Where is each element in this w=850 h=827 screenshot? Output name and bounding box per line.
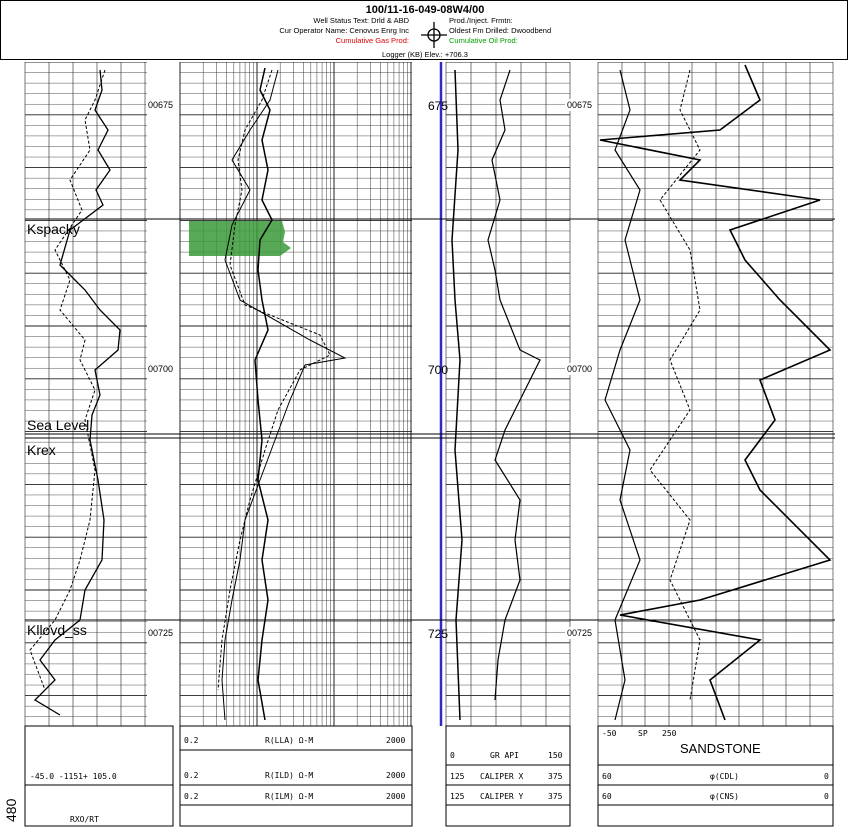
lla-name: R(LLA) Ω-M <box>265 736 314 745</box>
header-left-block <box>279 16 409 46</box>
oldest-formation: Oldest Fm Drilled: Dwoodbend <box>449 26 552 35</box>
cdl-name: φ(CDL) <box>710 772 739 781</box>
side-depth-label: 480 <box>3 798 19 822</box>
caly-name: CALIPER Y <box>480 792 524 801</box>
depth-label-700: 00700 <box>148 364 174 374</box>
cumulative-gas: Cumulative Gas Prod: <box>335 36 409 45</box>
logger-elevation: Logger (KB) Elev.: +706.3 <box>382 50 468 59</box>
formation-sea-level: Sea Level <box>27 417 90 433</box>
formation-kspacky: Kspacky <box>27 221 80 237</box>
calx-max: 375 <box>548 772 563 781</box>
cns-name: φ(CNS) <box>710 792 739 801</box>
gr-max: 150 <box>548 751 563 760</box>
sp-max: 250 <box>662 729 677 738</box>
well-status: Well Status Text: Drld & ABD <box>313 16 409 25</box>
operator-name: Cur Operator Name: Cenovus Enrg Inc <box>279 26 409 35</box>
well-header <box>0 0 848 60</box>
well-log <box>0 62 850 827</box>
lla-min: 0.2 <box>184 736 199 745</box>
depth-label-675: 00675 <box>148 100 174 110</box>
ild-max: 2000 <box>386 771 406 780</box>
depth-label-right-725: 00725 <box>567 628 593 638</box>
formation-krex: Krex <box>27 442 56 458</box>
center-depth-700: 700 <box>428 363 449 377</box>
rxo-scale: -45.0 -1151+ 105.0 <box>30 772 117 781</box>
ilm-name: R(ILM) Ω-M <box>265 792 314 801</box>
calx-min: 125 <box>450 772 465 781</box>
caly-min: 125 <box>450 792 465 801</box>
well-symbol-icon <box>421 22 447 48</box>
ilm-max: 2000 <box>386 792 406 801</box>
center-depth-675: 675 <box>428 99 449 113</box>
caly-max: 375 <box>548 792 563 801</box>
formation-kllovd: Kllovd_ss <box>27 622 87 638</box>
cdl-max: 0 <box>824 772 829 781</box>
ild-name: R(ILD) Ω-M <box>265 771 314 780</box>
header-right-block <box>449 16 551 46</box>
depth-label-right-675: 00675 <box>567 100 593 110</box>
ilm-min: 0.2 <box>184 792 199 801</box>
depth-label-right-700: 00700 <box>567 364 593 374</box>
sp-min: -50 <box>602 729 617 738</box>
cns-min: 60 <box>602 792 612 801</box>
cns-max: 0 <box>824 792 829 801</box>
gr-name: GR API <box>490 751 519 760</box>
pay-zone-shading <box>189 221 291 256</box>
sp-name: SP <box>638 729 648 738</box>
well-uwi: 100/11-16-049-08W4/00 <box>365 4 485 16</box>
depth-label-725: 00725 <box>148 628 174 638</box>
lla-max: 2000 <box>386 736 406 745</box>
prod-inject-formation: Prod./Inject. Frmtn: <box>449 16 513 25</box>
cumulative-oil: Cumulative Oil Prod: <box>449 36 518 45</box>
center-depth-725: 725 <box>428 627 449 641</box>
cdl-min: 60 <box>602 772 612 781</box>
gr-min: 0 <box>450 751 455 760</box>
lithology-label: SANDSTONE <box>680 741 761 756</box>
formation-tops <box>25 219 835 620</box>
rxo-label: RXO/RT <box>70 815 99 824</box>
ild-min: 0.2 <box>184 771 199 780</box>
calx-name: CALIPER X <box>480 772 524 781</box>
